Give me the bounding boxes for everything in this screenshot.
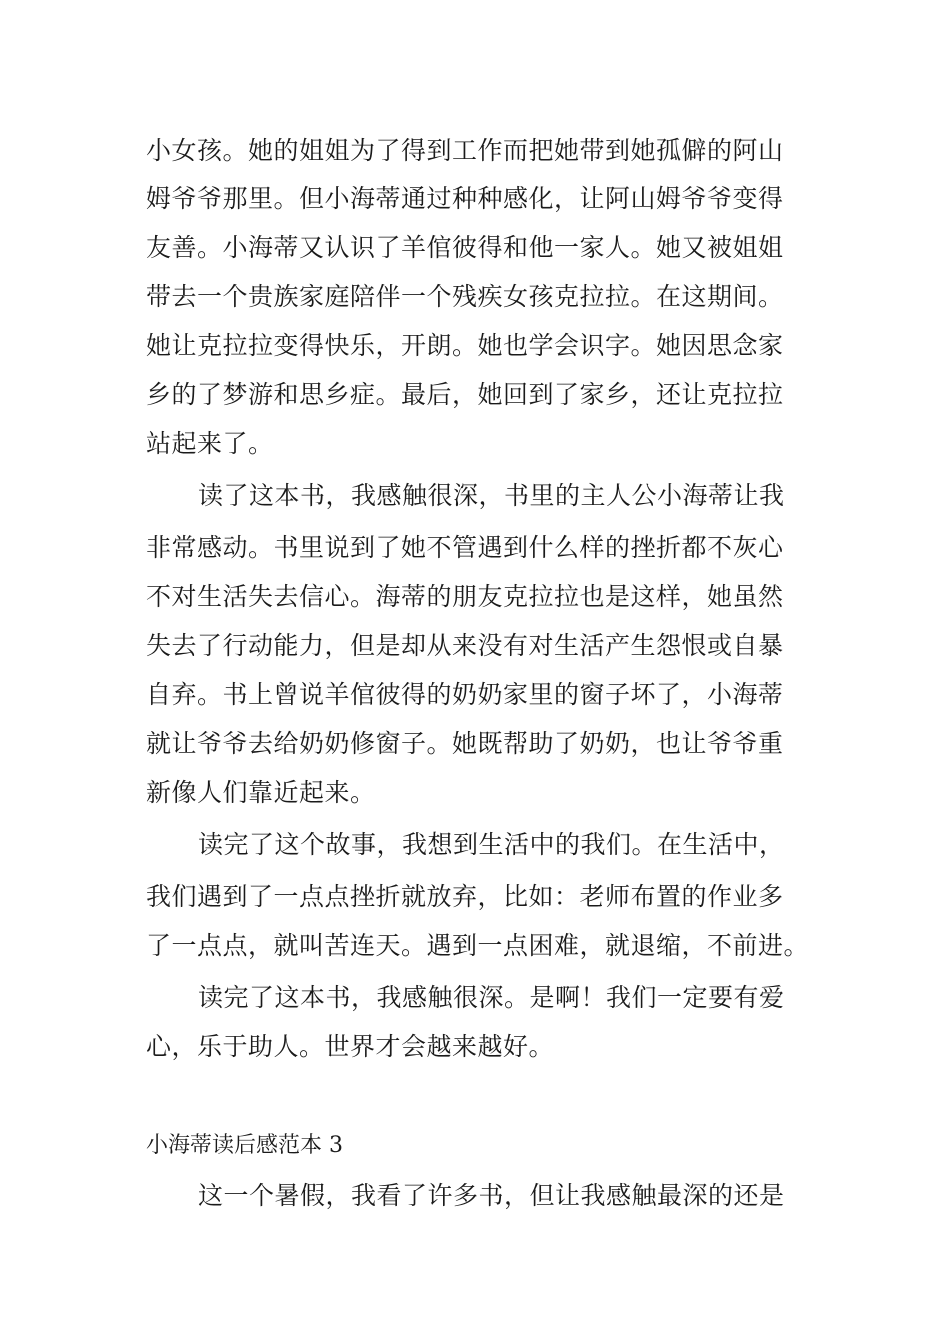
paragraph-3-line-1: 读完了这个故事，我想到生活中的我们。在生活中， — [198, 830, 785, 859]
paragraph-1-line-7: 站起来了。 — [146, 429, 274, 458]
paragraph-2-line-4: 失去了行动能力，但是却从来没有对生活产生怨恨或自暴 — [146, 631, 784, 660]
paragraph-2-line-1: 读了这本书，我感触很深，书里的主人公小海蒂让我 — [198, 481, 785, 510]
paragraph-1-line-2: 姆爷爷那里。但小海蒂通过种种感化，让阿山姆爷爷变得 — [146, 184, 784, 213]
paragraph-1-line-5: 她让克拉拉变得快乐，开朗。她也学会识字。她因思念家 — [146, 331, 784, 360]
paragraph-2-line-6: 就让爷爷去给奶奶修窗子。她既帮助了奶奶，也让爷爷重 — [146, 729, 784, 758]
paragraph-4-line-2: 心，乐于助人。世界才会越来越好。 — [146, 1032, 555, 1061]
paragraph-1-line-3: 友善。小海蒂又认识了羊倌彼得和他一家人。她又被姐姐 — [146, 233, 784, 262]
section-title: 小海蒂读后感范本 3 — [146, 1133, 343, 1158]
paragraph-3-line-2: 我们遇到了一点点挫折就放弃，比如：老师布置的作业多 — [146, 882, 784, 911]
paragraph-5-line-1: 这一个暑假，我看了许多书，但让我感触最深的还是 — [198, 1181, 785, 1210]
paragraph-2-line-3: 不对生活失去信心。海蒂的朋友克拉拉也是这样，她虽然 — [146, 582, 784, 611]
paragraph-1-line-6: 乡的了梦游和思乡症。最后，她回到了家乡，还让克拉拉 — [146, 380, 784, 409]
paragraph-3-line-3: 了一点点，就叫苦连天。遇到一点困难，就退缩，不前进。 — [146, 931, 810, 960]
paragraph-2-line-7: 新像人们靠近起来。 — [146, 778, 376, 807]
paragraph-1-line-1: 小女孩。她的姐姐为了得到工作而把她带到她孤僻的阿山 — [146, 136, 784, 165]
paragraph-2-line-2: 非常感动。书里说到了她不管遇到什么样的挫折都不灰心 — [146, 533, 784, 562]
paragraph-4-line-1: 读完了这本书，我感触很深。是啊！我们一定要有爱 — [198, 983, 785, 1012]
paragraph-2-line-5: 自弃。书上曾说羊倌彼得的奶奶家里的窗子坏了，小海蒂 — [146, 680, 784, 709]
paragraph-1-line-4: 带去一个贵族家庭陪伴一个残疾女孩克拉拉。在这期间。 — [146, 282, 784, 311]
